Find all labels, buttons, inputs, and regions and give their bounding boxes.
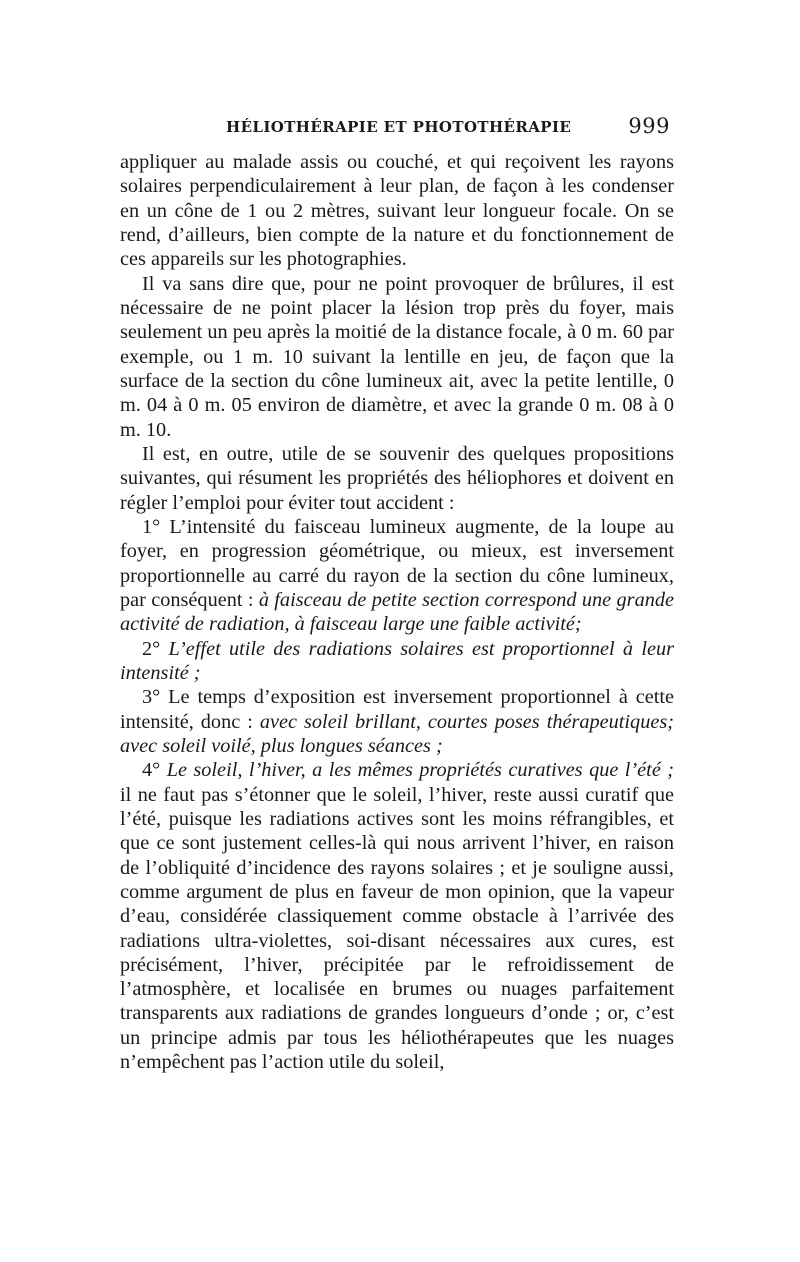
- paragraph-3-text: Il est, en outre, utile de se souvenir des quelques propositions suivantes, qui résument les propriétés des héliophores et doivent en régler l’emploi pour éviter tout accident :: [120, 442, 674, 514]
- body-text: [120, 150, 674, 1074]
- proposition-3: [120, 685, 674, 758]
- paragraph-1-text: appliquer au malade assis ou couché, et qui reçoivent les rayons solaires perpendiculairement à leur plan, de façon à les condenser en un cône de 1 ou 2 mètres, suivant leur longueur focale. On se rend, d’ailleurs, bien compte de la nature et du fonctionnement de ces appareils sur les photographies.: [120, 151, 674, 271]
- proposition-4-number: 4°: [142, 759, 167, 782]
- proposition-4: [120, 758, 674, 1074]
- proposition-4-italic: Le soleil, l’hiver, a les mêmes propriétés curatives que l’été ;: [166, 759, 674, 782]
- page-number: 999: [628, 114, 670, 138]
- proposition-4-text: il ne faut pas s’étonner que le soleil, l’hiver, reste aussi curatif que l’été, puisque les radiations actives sont les moins réfrangibles, et que ce sont justement celles-là qui nous arrivent l’hiver, en raison de l’obliquité d’incidence des rayons solaires ; et je souligne aussi, comme argument de plus en faveur de mon opinion, que la vapeur d’eau, considérée classiquement comme obstacle à l’arrivée des radiations ultra-violettes, soi-disant nécessaires aux cures, est précisément, l’hiver, précipitée par le refroidissement de l’atmosphère, et localisée en brumes ou nuages parfaitement transparents aux radiations de grandes longueurs d’onde ; or, c’est un principe admis par tous les héliothérapeutes que les nuages n’empêchent pas l’action utile du soleil,: [120, 783, 674, 1074]
- running-title: HÉLIOTHÉRAPIE ET PHOTOTHÉRAPIE: [226, 118, 572, 136]
- paragraph-1: [120, 150, 674, 272]
- proposition-2-number: 2°: [142, 637, 169, 660]
- proposition-1-italic: à faisceau de petite section correspond une grande activité de radiation, à faisceau large une faible activité;: [120, 588, 674, 636]
- paragraph-2-text: Il va sans dire que, pour ne point provoquer de brûlures, il est nécessaire de ne point placer la lésion trop près du foyer, mais seulement un peu après la moitié de la distance focale, à 0 m. 60 par exemple, ou 1 m. 10 suivant la lentille en jeu, de façon que la surface de la section du cône lumineux ait, avec la petite lentille, 0 m. 04 à 0 m. 05 environ de diamètre, et avec la grande 0 m. 08 à 0 m. 10.: [120, 272, 674, 441]
- proposition-1: [120, 515, 674, 637]
- page-header: [226, 114, 670, 140]
- proposition-2: [120, 637, 674, 686]
- paragraph-3: [120, 442, 674, 515]
- paragraph-2: [120, 272, 674, 442]
- proposition-1-text: 1° L’intensité du faisceau lumineux augmente, de la loupe au foyer, en progression géométrique, ou mieux, est inversement proportionnelle au carré du rayon de la section du cône lumineux, par conséquent :: [120, 515, 674, 611]
- proposition-2-italic: L’effet utile des radiations solaires est proportionnel à leur intensité ;: [120, 637, 674, 684]
- proposition-3-italic: avec soleil brillant, courtes poses thérapeutiques; avec soleil voilé, plus longues séances ;: [120, 710, 674, 757]
- proposition-3-text: 3° Le temps d’exposition est inversement proportionnel à cette intensité, donc :: [120, 686, 674, 733]
